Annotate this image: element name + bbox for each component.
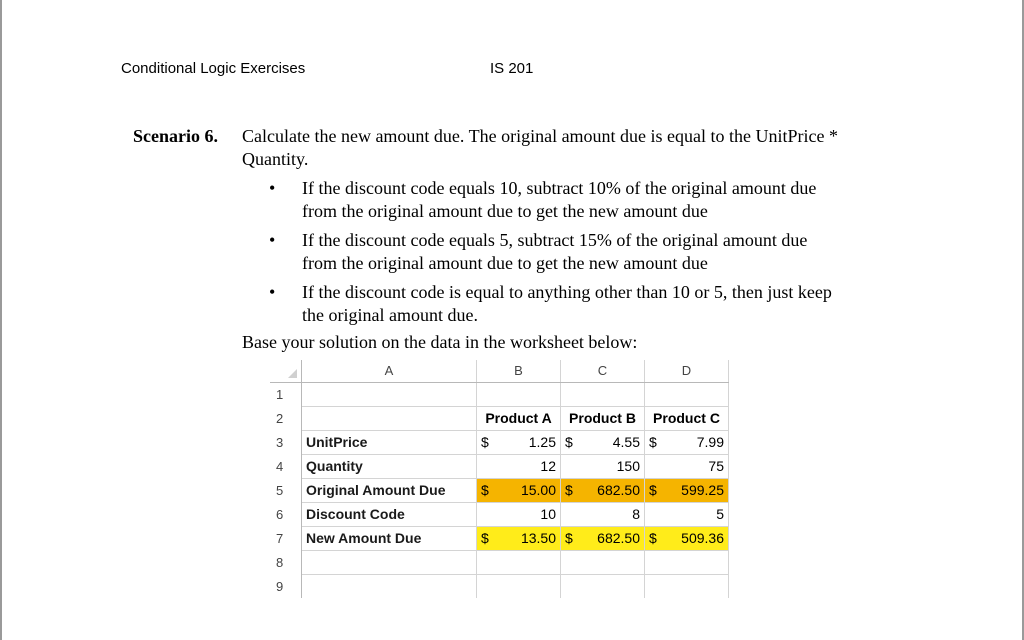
row-number[interactable]: 2: [270, 406, 302, 430]
bullet-line: the original amount due.: [302, 305, 478, 325]
cell[interactable]: [561, 382, 645, 406]
cell[interactable]: [302, 574, 477, 598]
discount-code-cell[interactable]: 8: [561, 502, 645, 526]
bullet-line: If the discount code is equal to anything other than 10 or 5, then just keep: [302, 282, 832, 302]
row-label-new-amount[interactable]: New Amount Due: [302, 526, 477, 550]
cell[interactable]: [302, 406, 477, 430]
cell[interactable]: [645, 574, 729, 598]
worksheet-grid: [270, 360, 729, 598]
bullet-dot: •: [269, 178, 276, 198]
product-header-a[interactable]: Product A: [477, 406, 561, 430]
table-row: [270, 478, 729, 502]
cell[interactable]: [302, 382, 477, 406]
table-row: [270, 550, 729, 574]
new-amount-cell[interactable]: $ 682.50: [561, 526, 645, 550]
column-header-d[interactable]: D: [645, 360, 729, 382]
header-course: IS 201: [490, 60, 534, 77]
cell[interactable]: [645, 382, 729, 406]
cell[interactable]: [561, 574, 645, 598]
worksheet: [270, 360, 729, 598]
bullet-line: from the original amount due to get the new amount due: [302, 253, 708, 273]
row-label-original-amount[interactable]: Original Amount Due: [302, 478, 477, 502]
scenario-line-2: Quantity.: [242, 149, 309, 169]
discount-code-cell[interactable]: 5: [645, 502, 729, 526]
new-amount-cell[interactable]: $ 509.36: [645, 526, 729, 550]
column-header-a[interactable]: A: [302, 360, 477, 382]
table-row: [270, 526, 729, 550]
base-instruction: Base your solution on the data in the worksheet below:: [242, 332, 638, 352]
quantity-cell[interactable]: 75: [645, 454, 729, 478]
select-all-corner[interactable]: [270, 360, 302, 382]
new-amount-cell[interactable]: $ 13.50: [477, 526, 561, 550]
scenario-text: [242, 125, 907, 171]
page-border-left: [0, 0, 2, 640]
scenario-label: Scenario 6.: [133, 126, 218, 146]
cell[interactable]: [645, 550, 729, 574]
product-header-b[interactable]: Product B: [561, 406, 645, 430]
header-title: Conditional Logic Exercises: [121, 60, 306, 77]
table-row: [270, 574, 729, 598]
table-row: [270, 430, 729, 454]
cell[interactable]: [477, 382, 561, 406]
table-row: [270, 406, 729, 430]
cell[interactable]: [477, 574, 561, 598]
original-amount-cell[interactable]: $ 15.00: [477, 478, 561, 502]
column-header-b[interactable]: B: [477, 360, 561, 382]
quantity-cell[interactable]: 150: [561, 454, 645, 478]
original-amount-cell[interactable]: $ 599.25: [645, 478, 729, 502]
bullet-line: If the discount code equals 10, subtract 10% of the original amount due: [302, 178, 817, 198]
discount-code-cell[interactable]: 10: [477, 502, 561, 526]
row-number[interactable]: 1: [270, 382, 302, 406]
cell[interactable]: [561, 550, 645, 574]
row-label-discount-code[interactable]: Discount Code: [302, 502, 477, 526]
table-row: [270, 382, 729, 406]
unitprice-cell[interactable]: $ 1.25: [477, 430, 561, 454]
unitprice-cell[interactable]: $ 7.99: [645, 430, 729, 454]
row-label-unitprice[interactable]: UnitPrice: [302, 430, 477, 454]
bullet-line: If the discount code equals 5, subtract 15% of the original amount due: [302, 230, 808, 250]
bullet-line: from the original amount due to get the new amount due: [302, 201, 708, 221]
row-number[interactable]: 4: [270, 454, 302, 478]
bullet-dot: •: [269, 282, 276, 302]
column-header-c[interactable]: C: [561, 360, 645, 382]
cell[interactable]: [302, 550, 477, 574]
bullet-dot: •: [269, 230, 276, 250]
product-header-c[interactable]: Product C: [645, 406, 729, 430]
original-amount-cell[interactable]: $ 682.50: [561, 478, 645, 502]
row-number[interactable]: 8: [270, 550, 302, 574]
row-number[interactable]: 7: [270, 526, 302, 550]
row-number[interactable]: 5: [270, 478, 302, 502]
row-number[interactable]: 6: [270, 502, 302, 526]
unitprice-cell[interactable]: $ 4.55: [561, 430, 645, 454]
quantity-cell[interactable]: 12: [477, 454, 561, 478]
table-row: [270, 454, 729, 478]
row-number[interactable]: 9: [270, 574, 302, 598]
table-row: [270, 502, 729, 526]
row-label-quantity[interactable]: Quantity: [302, 454, 477, 478]
scenario-line-1: Calculate the new amount due. The original amount due is equal to the UnitPrice *: [242, 126, 839, 146]
row-number[interactable]: 3: [270, 430, 302, 454]
cell[interactable]: [477, 550, 561, 574]
column-header-row: [270, 360, 729, 382]
